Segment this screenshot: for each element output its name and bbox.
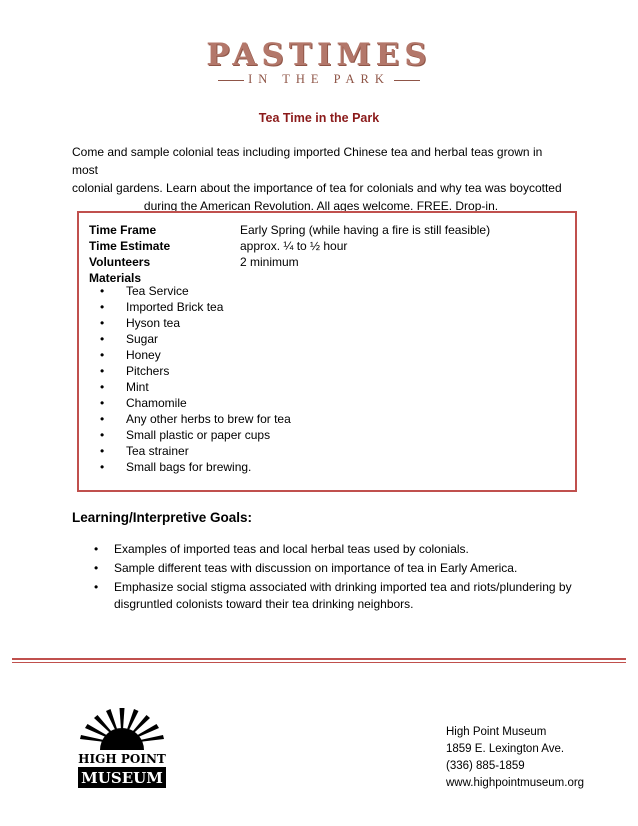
bullet-icon: • [94,561,99,575]
list-item: • Small plastic or paper cups [100,428,271,442]
logo-sub-text: IN THE PARK [248,72,390,86]
bullet-icon: • [100,300,105,314]
list-item: • Pitchers [100,364,170,378]
bullet-icon: • [100,428,105,442]
goals-heading: Learning/Interpretive Goals: [72,510,253,525]
contact-block [446,724,584,792]
time-frame-value: Early Spring (while having a fire is still feasible) [240,223,491,237]
bullet-icon: • [100,444,105,458]
museum-website[interactable]: www.highpointmuseum.org [446,777,585,789]
bullet-icon: • [100,316,105,330]
museum-address: 1859 E. Lexington Ave. [446,743,565,755]
bullet-icon: • [100,348,105,362]
bullet-icon: • [94,580,99,594]
list-item: • Any other herbs to brew for tea [100,412,291,426]
museum-logo-line-2: MUSEUM [81,769,163,787]
bullet-icon: • [100,380,105,394]
activity-details-box [77,211,577,492]
bullet-icon: • [100,332,105,346]
bullet-icon: • [100,412,105,426]
time-estimate-value: approx. ¼ to ½ hour [240,239,348,253]
list-item: • Mint [100,380,149,394]
intro-line-3: during the American Revolution. All ages welcome. FREE. Drop-in. [143,199,499,213]
list-item: • Honey [100,348,161,362]
logo-main-text: PASTIMES [206,37,432,73]
museum-phone: (336) 885-1859 [446,760,525,772]
list-item: • Emphasize social stigma associated with drinking imported tea and riots/plundering by disgruntled colonists toward their tea drinking neighbors. [94,580,572,611]
list-item: • Tea Service [100,284,189,298]
materials-label: Materials [89,271,142,285]
bullet-icon: • [100,396,105,410]
bullet-icon: • [100,460,105,474]
bullet-icon: • [94,542,99,556]
logo-sub-line [0,72,638,86]
bullet-icon: • [100,364,105,378]
museum-name: High Point Museum [446,726,547,738]
logo-rule-right [394,80,420,81]
list-item: • Imported Brick tea [100,300,224,314]
bullet-icon: • [100,284,105,298]
page-title: Tea Time in the Park [258,111,380,125]
list-item: • Hyson tea [100,316,181,330]
list-item: • Examples of imported teas and local herbal teas used by colonials. [94,542,469,556]
list-item: • Chamomile [100,396,187,410]
volunteers-value: 2 minimum [240,255,299,269]
time-frame-label: Time Frame [89,223,157,237]
intro-paragraph [72,143,570,215]
time-estimate-label: Time Estimate [89,239,171,253]
footer-divider-thin [12,662,626,663]
materials-list [100,283,291,475]
sunburst-icon [80,708,164,750]
volunteers-label: Volunteers [89,255,151,269]
high-point-museum-logo [75,704,169,790]
pastimes-logo [0,37,638,86]
goals-list [94,541,574,615]
intro-line-1: Come and sample colonial teas including imported Chinese tea and herbal teas grown in most [72,145,543,177]
museum-logo-line-1: HIGH POINT [78,752,166,766]
list-item: • Sugar [100,332,159,346]
list-item: • Tea strainer [100,444,189,458]
logo-rule-left [218,80,244,81]
footer-divider-thick [12,658,626,660]
list-item: • Sample different teas with discussion on importance of tea in Early America. [94,561,518,575]
list-item: • Small bags for brewing. [100,460,252,474]
intro-line-2: colonial gardens. Learn about the importance of tea for colonials and why tea was boycotted [72,181,562,195]
